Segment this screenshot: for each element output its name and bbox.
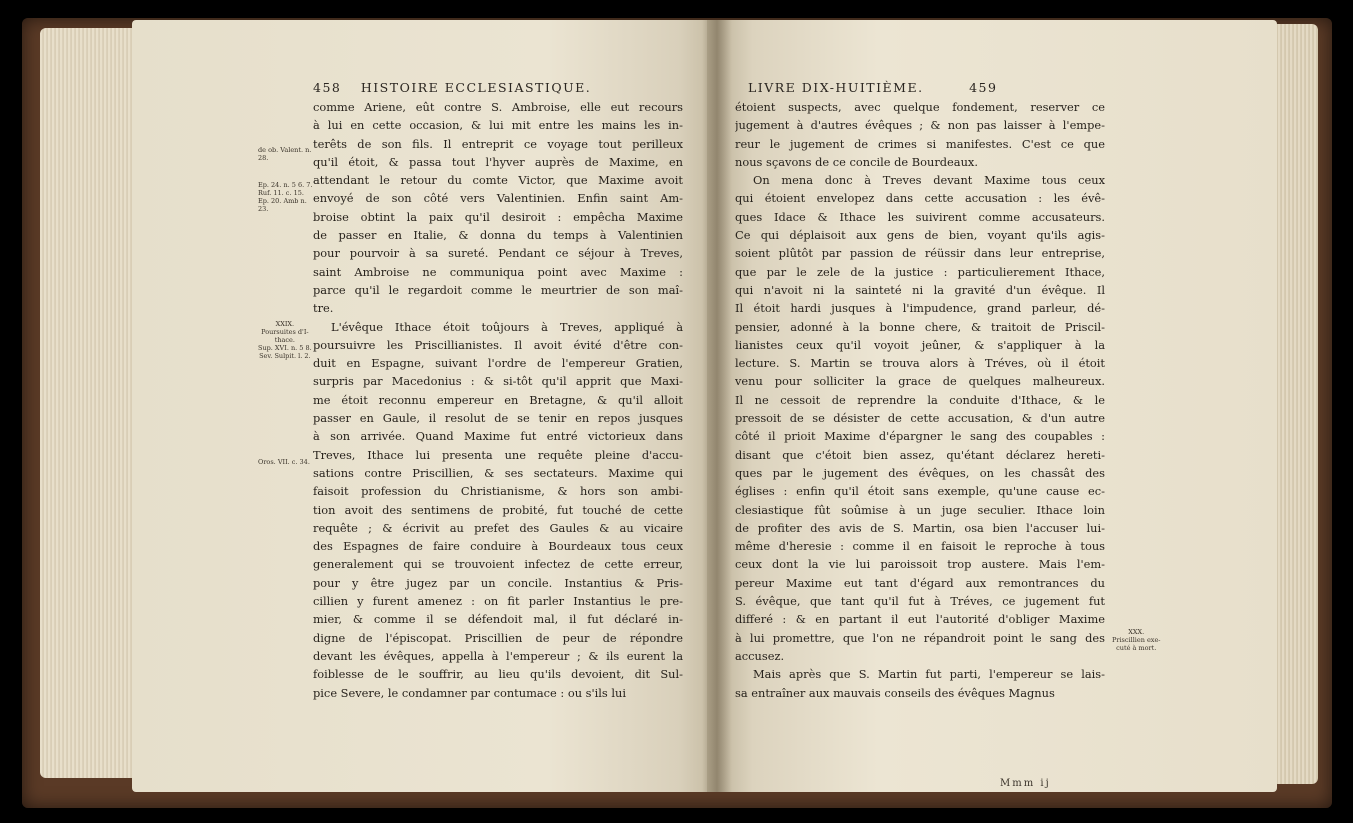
text-line: me étoit reconnu empereur en Bretagne, & qu'il alloit	[313, 392, 683, 407]
margin-note-line: 23.	[258, 205, 269, 213]
text-line: pereur Maxime eut tant d'égard aux remontrances du	[735, 575, 1105, 590]
text-line: Il ne cessoit de reprendre la conduite d'Ithace, & le	[735, 392, 1105, 407]
signature-mark: Mmm ij	[1000, 778, 1051, 789]
text-line: ques Idace & Ithace les suivirent comme accusateurs.	[735, 209, 1105, 224]
text-line: cillien y furent amenez : on fit parler Instantius le pre-	[313, 594, 683, 609]
text-line: pour y être jugez par un concile. Instantius & Pris-	[313, 575, 683, 590]
margin-note-line: cuté à mort.	[1116, 644, 1157, 652]
margin-note-line: Priscillien exe-	[1112, 636, 1161, 644]
text-line: pressoit de se désister de cette accusation, & d'un autre	[735, 411, 1105, 426]
text-line: lecture. S. Martin se trouva alors à Tréves, où il étoit	[735, 356, 1105, 371]
text-line: differé : & en partant il eut l'autorité d'obliger Maxime	[735, 612, 1105, 627]
text-line: qu'il étoit, & passa tout l'hyver auprès de Maxime, en	[313, 154, 683, 169]
text-line: poursuivre les Priscillianistes. Il avoit évité d'être con-	[313, 337, 683, 352]
text-line: Il étoit hardi jusques à l'impudence, grand parleur, dé-	[735, 301, 1105, 316]
margin-note	[258, 146, 311, 162]
text-line: parce qu'il le regardoit comme le meurtrier de son maî-	[313, 282, 683, 297]
text-line: des Espagnes de faire conduire à Bourdeaux tous ceux	[313, 539, 683, 554]
text-line: Treves, Ithace lui presenta une requête pleine d'accu-	[313, 447, 683, 462]
text-line: tion avoit des sentimens de probité, fut touché de cette	[313, 502, 683, 517]
margin-note-line: Sev. Sulpit. l. 2.	[259, 352, 311, 360]
text-line: sations contre Priscillien, & ses sectateurs. Maxime qui	[313, 465, 683, 480]
margin-note-line: Ruf. 11. c. 15.	[258, 189, 304, 197]
margin-note-line: XXX.	[1128, 628, 1145, 636]
text-line: attendant le retour du comte Victor, que Maxime avoit	[313, 173, 683, 188]
margin-note-line: Sup. XVI. n. 5 8.	[258, 344, 312, 352]
text-line: duit en Espagne, suivant l'ordre de l'empereur Gratien,	[313, 356, 683, 371]
text-line: terêts de son fils. Il entreprit ce voyage tout perilleux	[313, 136, 683, 151]
text-line: saint Ambroise ne communiqua point avec Maxime :	[313, 264, 683, 279]
text-line: nous sçavons de ce concile de Bourdeaux.	[735, 154, 978, 169]
text-line: de profiter des avis de S. Martin, osa bien l'accuser lui-	[735, 520, 1105, 535]
margin-note-line: Ep. 20. Amb n.	[258, 197, 307, 205]
text-line: disant que c'étoit bien assez, qu'étant déclarez hereti-	[735, 447, 1105, 462]
right-header-title: LIVRE DIX-HUITIÈME.	[748, 80, 924, 95]
text-line: à lui en cette occasion, & lui mit entre les mains les in-	[313, 118, 683, 133]
margin-note-line: XXIX.	[275, 320, 295, 328]
margin-note	[1112, 628, 1161, 652]
margin-note	[258, 320, 312, 360]
left-page-text	[313, 98, 683, 702]
text-line: envoyé de son côté vers Valentinien. Enfin saint Am-	[313, 191, 683, 206]
text-line: soient plûtôt par passion de réüssir dans leur entreprise,	[735, 246, 1105, 261]
text-line: pensier, adonné à la bonne chere, & traitoit de Priscil-	[735, 319, 1105, 334]
margin-note-line: 28.	[258, 154, 269, 162]
margin-note	[258, 181, 312, 213]
text-line: de passer en Italie, & donna du temps à Valentinien	[313, 228, 683, 243]
text-line: venu pour solliciter la grace de quelques malheureux.	[735, 374, 1105, 389]
right-page-number: 459	[969, 80, 998, 95]
text-line: comme Ariene, eût contre S. Ambroise, elle eut recours	[313, 100, 683, 114]
text-line: accusez.	[735, 648, 785, 663]
left-page-edges	[40, 28, 136, 778]
text-line: jugement à d'autres évêques ; & non pas laisser à l'empe-	[735, 118, 1105, 133]
text-line: broise obtint la paix qu'il desiroit : empêcha Maxime	[313, 209, 683, 224]
left-running-head	[313, 80, 591, 95]
text-line: ceux dont la vie lui paroissoit trop austere. Mais l'em-	[735, 557, 1105, 572]
text-line: L'évêque Ithace étoit toûjours à Treves, appliqué à	[331, 319, 683, 334]
text-line: foiblesse de le souffrir, au lieu qu'ils devoient, dit Sul-	[313, 667, 683, 682]
text-line: On mena donc à Treves devant Maxime tous ceux	[753, 173, 1105, 188]
text-line: que par le zele de la justice : particulierement Ithace,	[735, 264, 1105, 279]
text-line: S. évêque, que tant qu'il fut à Tréves, ce jugement fut	[735, 594, 1105, 609]
right-page-text	[735, 98, 1105, 702]
margin-note-line: Poursuites d'I-	[261, 328, 309, 336]
text-line: passer en Gaule, il resolut de se tenir en repos jusques	[313, 411, 683, 426]
text-line: églises : enfin qu'il étoit sans exemple, qu'une cause ec-	[735, 484, 1105, 499]
left-header-title: HISTOIRE ECCLESIASTIQUE.	[360, 80, 592, 95]
right-running-head	[748, 80, 997, 95]
margin-note-line: Oros. VII. c. 34.	[258, 458, 310, 466]
text-line: faisoit profession du Christianisme, & hors son ambi-	[313, 484, 683, 499]
right-page-edges	[1270, 24, 1318, 784]
book-gutter	[702, 20, 732, 792]
text-line: sa entraîner aux mauvais conseils des évêques Magnus	[735, 685, 1055, 700]
text-line: surpris par Macedonius : & si-tôt qu'il apprit que Maxi-	[313, 374, 683, 389]
text-line: étoient suspects, avec quelque fondement, reserver ce	[735, 100, 1105, 114]
text-line: à lui promettre, que l'on ne répandroit point le sang des	[735, 630, 1105, 645]
left-page-number: 458	[313, 80, 342, 95]
margin-note-line: thace.	[274, 336, 295, 344]
text-line: devant les évêques, appella à l'empereur ; & ils eurent la	[313, 648, 683, 663]
margin-note	[258, 458, 310, 466]
text-line: lianistes ceux qu'il voyoit jeûner, & s'appliquer à la	[735, 337, 1105, 352]
text-line: Ce qui déplaisoit aux gens de bien, voyant qu'ils agis-	[735, 228, 1105, 243]
text-line: pice Severe, le condamner par contumace : ou s'ils lui	[313, 685, 627, 700]
margin-note-line: Ep. 24. n. 5 6. 7.	[258, 181, 313, 189]
text-line: tre.	[313, 301, 334, 316]
text-line: côté il prioit Maxime d'épargner le sang des coupables :	[735, 429, 1105, 444]
text-line: Mais après que S. Martin fut parti, l'empereur se lais-	[753, 667, 1105, 682]
text-line: qui n'avoit ni la sainteté ni la gravité d'un évêque. Il	[735, 282, 1105, 297]
text-line: qui étoient envelopez dans cette accusation : les évê-	[735, 191, 1105, 206]
text-line: ques par le jugement des évêques, on les chassât des	[735, 465, 1105, 480]
text-line: digne de l'épiscopat. Priscillien de peur de répondre	[313, 630, 683, 645]
text-line: mier, & comme il se défendoit mal, il fut déclaré in-	[313, 612, 683, 627]
text-line: clesiastique fût soûmise à un juge seculier. Ithace loin	[735, 502, 1105, 517]
text-line: pour pourvoir à sa sureté. Pendant ce séjour à Treves,	[313, 246, 683, 261]
margin-note-line: de ob. Valent. n.	[258, 146, 312, 154]
text-line: requête ; & écrivit au prefet des Gaules & au vicaire	[313, 520, 683, 535]
text-line: reur le jugement de crimes si manifestes. C'est ce que	[735, 136, 1105, 151]
text-line: à son arrivée. Quand Maxime fut entré victorieux dans	[313, 429, 683, 444]
text-line: même d'heresie : comme il en faisoit le reproche à tous	[735, 539, 1105, 554]
text-line: generalement qui se trouvoient infectez de cette erreur,	[313, 557, 683, 572]
